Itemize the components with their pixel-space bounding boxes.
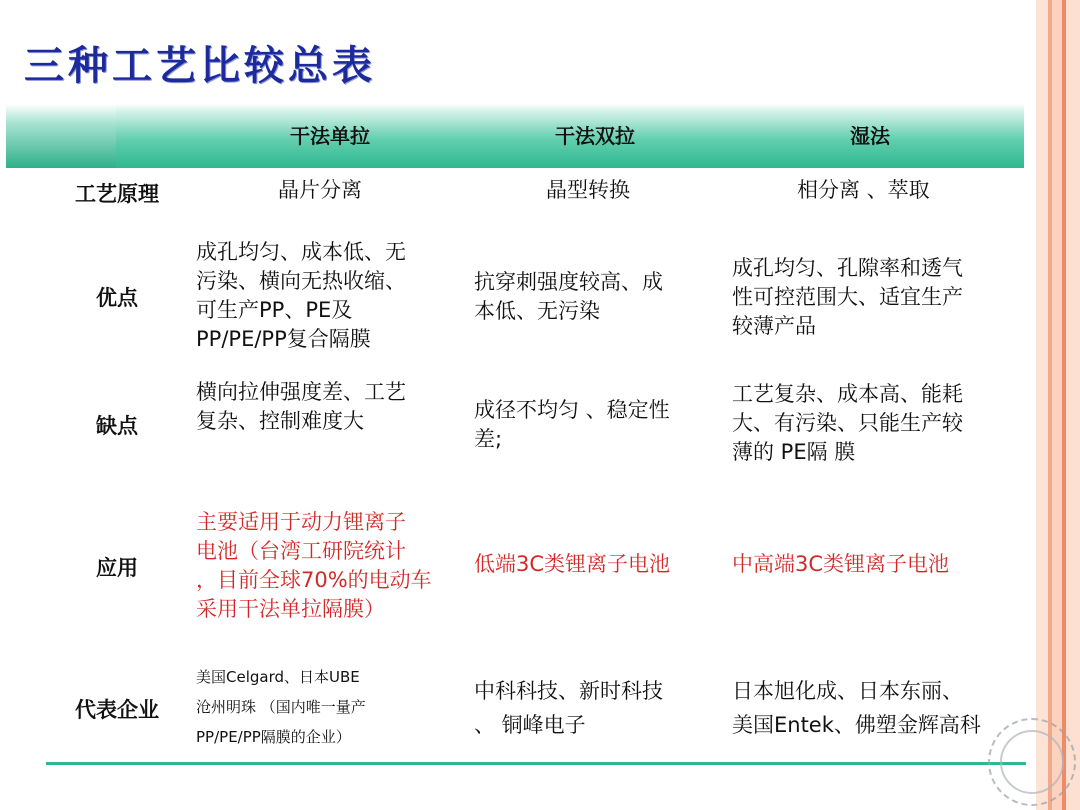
cell-line: 中高端3C类锂离子电池 [732,552,950,576]
cell-disadvantages-dry-single [196,378,406,436]
cell-line: 日本旭化成、日本东丽、 [732,679,963,703]
cell-line: 差; [474,427,503,451]
cell-line: 工艺复杂、成本高、能耗 [732,382,963,406]
cell-line: 主要适用于动力锂离子 [196,510,406,534]
cell-line: 相分离 、萃取 [797,178,930,202]
cell-line: 污染、横向无热收缩、 [196,269,406,293]
cell-disadvantages-dry-double [474,396,670,454]
cell-line: 低端3C类锂离子电池 [474,552,671,576]
table-bottom-rule [46,762,1026,765]
cell-line: 较薄产品 [732,314,816,338]
column-header-wet: 湿法 [850,124,890,148]
cell-line: 横向拉伸强度差、工艺 [196,380,406,404]
cell-line: 薄的 PE隔 膜 [732,440,856,464]
cell-companies-wet [732,674,981,742]
cell-principle-dry-single [278,176,362,205]
cell-line: 中科科技、新时科技 [474,679,663,703]
row-label-disadvantages: 缺点 [96,414,138,438]
cell-line: 采用干法单拉隔膜） [196,597,385,621]
cell-line: 晶片分离 [278,178,362,202]
cell-line: 美国Celgard、日本UBE [196,668,360,686]
cell-line: 本低、无污染 [474,299,600,323]
cell-companies-dry-double [474,674,663,742]
cell-line: 美国Entek、佛塑金辉高科 [732,713,981,737]
cell-line: 成孔均匀、成本低、无 [196,240,406,264]
decorative-side-stripes [1036,0,1080,810]
cell-line: 性可控范围大、适宜生产 [732,285,963,309]
row-label-companies: 代表企业 [75,698,159,722]
cell-line: ，目前全球70%的电动车 [196,568,432,592]
cell-principle-wet [797,176,930,205]
cell-line: 电池（台湾工研院统计 [196,539,406,563]
cell-line: PP/PE/PP隔膜的企业） [196,728,351,746]
cell-line: 成径不均匀 、稳定性 [474,398,670,422]
row-label-principle: 工艺原理 [75,182,159,206]
cell-line: 大、有污染、只能生产较 [732,411,963,435]
cell-line: PP/PE/PP复合隔膜 [196,327,371,351]
cell-principle-dry-double [546,176,630,205]
cell-application-wet [732,550,949,579]
column-header-dry-single: 干法单拉 [290,124,370,148]
cell-line: 可生产PP、PE及 [196,298,353,322]
cell-advantages-wet [732,254,963,341]
cell-line: 沧州明珠 （国内唯一量产 [196,698,366,716]
cell-disadvantages-wet [732,380,963,467]
cell-application-dry-double [474,550,670,579]
cell-application-dry-single [196,508,432,624]
row-label-application: 应用 [96,556,138,580]
row-label-advantages: 优点 [96,286,138,310]
page-title: 三种工艺比较总表 [24,42,376,89]
cell-advantages-dry-single [196,238,406,354]
cell-companies-dry-single [196,662,366,752]
cell-line: 、 铜峰电子 [474,713,586,737]
column-header-dry-double: 干法双拉 [555,124,635,148]
cell-line: 复杂、控制难度大 [196,409,364,433]
cell-line: 晶型转换 [546,178,630,202]
watermark-seal-icon [988,718,1076,806]
cell-line: 成孔均匀、孔隙率和透气 [732,256,963,280]
cell-advantages-dry-double [474,268,663,326]
cell-line: 抗穿刺强度较高、成 [474,270,663,294]
